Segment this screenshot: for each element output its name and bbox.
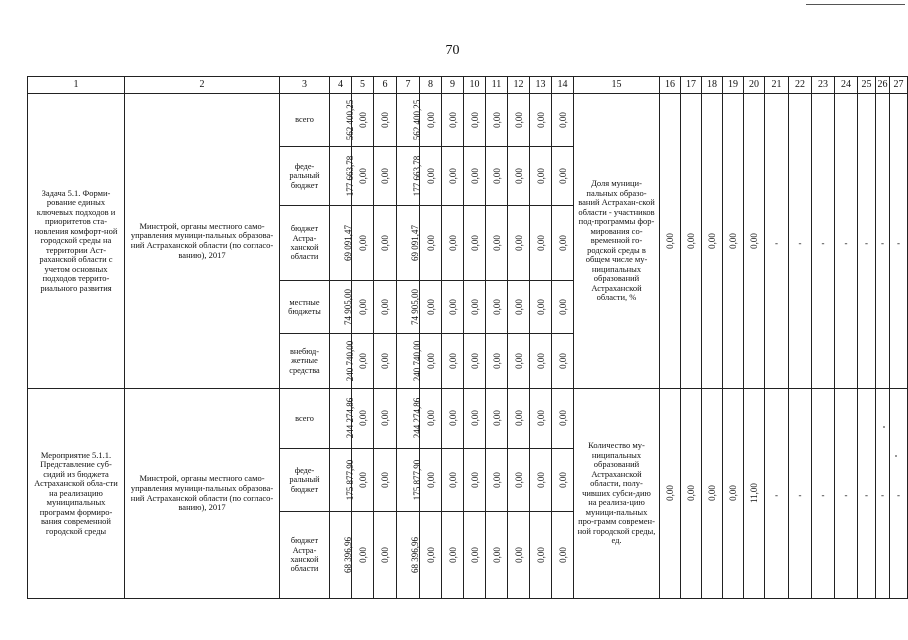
amount-cell [486, 206, 508, 281]
column-number-cell: 19 [723, 77, 744, 94]
amount-value: 0,00 [557, 352, 568, 369]
amount-cell [530, 94, 552, 147]
target-value-cell [660, 94, 681, 389]
amount-value: 0,00 [379, 546, 390, 563]
amount-cell [508, 449, 530, 512]
amount-value: 0,00 [425, 352, 436, 369]
dash-cell [858, 94, 876, 389]
amount-value: 240 740,00 [412, 340, 423, 382]
funding-source-cell: всего [280, 94, 330, 147]
dash-mark: - [897, 490, 900, 501]
amount-cell [442, 449, 464, 512]
column-number-cell: 24 [835, 77, 858, 94]
amount-cell [397, 281, 420, 334]
amount-value: 0,00 [535, 167, 546, 184]
amount-value: 0,00 [357, 471, 368, 488]
scan-speck [883, 426, 885, 428]
amount-value: 0,00 [357, 167, 368, 184]
amount-cell [330, 389, 356, 449]
dash-cell [858, 389, 876, 599]
amount-value: 0,00 [357, 546, 368, 563]
amount-cell [352, 512, 374, 599]
column-number-cell: 2 [125, 77, 280, 94]
amount-cell [552, 334, 574, 389]
amount-value: 0,00 [447, 234, 458, 251]
target-value-cell [723, 389, 744, 599]
amount-cell [486, 389, 508, 449]
amount-value: 0,00 [357, 352, 368, 369]
amount-value: 0,00 [425, 234, 436, 251]
column-number-cell: 11 [486, 77, 508, 94]
amount-value: 0,00 [535, 298, 546, 315]
amount-cell [374, 147, 397, 206]
dash-cell [789, 94, 812, 389]
amount-cell [486, 281, 508, 334]
amount-cell [464, 147, 486, 206]
amount-value: 0,00 [379, 298, 390, 315]
amount-cell [442, 512, 464, 599]
funding-source-cell: бюджет Астра-ханской области [280, 512, 330, 599]
amount-cell [530, 281, 552, 334]
amount-value: 0,00 [513, 410, 524, 427]
column-number-cell: 27 [890, 77, 908, 94]
amount-value: 0,00 [491, 471, 502, 488]
dash-mark: - [775, 490, 778, 501]
table-body [28, 77, 908, 599]
amount-value: 0,00 [469, 546, 480, 563]
amount-cell [330, 206, 352, 281]
amount-cell [397, 449, 423, 512]
amount-value: 0,00 [513, 471, 524, 488]
amount-value: 0,00 [513, 111, 524, 128]
amount-value: 0,00 [379, 167, 390, 184]
amount-cell [530, 449, 552, 512]
amount-value: 74 905,00 [409, 288, 420, 325]
amount-cell [508, 389, 530, 449]
amount-value: 0,00 [535, 546, 546, 563]
target-value: 0,00 [664, 485, 675, 502]
amount-value: 0,00 [425, 111, 436, 128]
amount-cell [530, 512, 552, 599]
amount-cell [552, 512, 574, 599]
amount-cell [374, 449, 397, 512]
amount-cell [530, 206, 552, 281]
column-number-cell: 6 [374, 77, 397, 94]
amount-cell [442, 334, 464, 389]
column-number-cell: 15 [574, 77, 660, 94]
amount-cell [508, 334, 530, 389]
target-value: 11,00 [748, 483, 759, 504]
amount-value: 244 274,86 [412, 398, 423, 439]
indicator-cell: Количество му-ниципальных образований Астраханской области, полу-чивших субси-дию на реализа-цию муници-пальных про-грамм современ-ной городской среды, ед. [574, 389, 660, 599]
amount-cell [397, 334, 423, 389]
amount-value: 175 877,90 [412, 459, 423, 501]
dash-mark: - [821, 490, 825, 501]
amount-cell [420, 206, 442, 281]
amount-value: 0,00 [557, 471, 568, 488]
amount-cell [420, 94, 442, 147]
amount-cell [330, 147, 356, 206]
amount-cell [330, 281, 352, 334]
amount-value: 0,00 [379, 352, 390, 369]
funding-source-cell: бюджет Астра-ханской области [280, 206, 330, 281]
amount-value: 0,00 [447, 471, 458, 488]
column-number-cell: 22 [789, 77, 812, 94]
amount-cell [552, 389, 574, 449]
target-value-cell [681, 389, 702, 599]
amount-cell [397, 147, 423, 206]
dash-cell [876, 389, 890, 599]
funding-source-cell: внебюд-жетные средства [280, 334, 330, 389]
amount-cell [330, 94, 356, 147]
dash-mark: - [844, 490, 848, 501]
amount-cell [442, 94, 464, 147]
column-number-cell: 13 [530, 77, 552, 94]
dash-cell [835, 94, 858, 389]
amount-value: 0,00 [513, 546, 524, 563]
amount-cell [374, 512, 397, 599]
amount-value: 0,00 [491, 234, 502, 251]
amount-cell [530, 334, 552, 389]
column-number-cell: 8 [420, 77, 442, 94]
budget-table [27, 76, 908, 599]
column-number-cell: 14 [552, 77, 574, 94]
amount-value: 0,00 [425, 471, 436, 488]
amount-value: 0,00 [557, 111, 568, 128]
executor-cell: Минстрой, органы местного само-управления муници-пальных образова-ний Астраханской области (по согласо-ванию), 2017 [125, 389, 280, 599]
amount-value: 0,00 [513, 167, 524, 184]
amount-cell [420, 281, 442, 334]
amount-value: 0,00 [469, 111, 480, 128]
amount-value: 0,00 [535, 352, 546, 369]
amount-cell [420, 389, 442, 449]
column-number-cell: 10 [464, 77, 486, 94]
amount-cell [552, 94, 574, 147]
amount-cell [552, 206, 574, 281]
amount-value: 0,00 [513, 234, 524, 251]
column-number-row [28, 77, 908, 94]
target-value-cell [723, 94, 744, 389]
amount-value: 0,00 [491, 352, 502, 369]
amount-cell [508, 281, 530, 334]
amount-value: 0,00 [379, 471, 390, 488]
funding-source-cell: местные бюджеты [280, 281, 330, 334]
amount-value: 0,00 [447, 352, 458, 369]
target-value-cell [744, 389, 765, 599]
amount-cell [374, 94, 397, 147]
amount-cell [420, 334, 442, 389]
task-cell: Мероприятие 5.1.1. Представление суб-сидий из бюджета Астраханской обла-сти на реализацию муниципальных программ формиро-вания современной городской среды [28, 389, 125, 599]
dash-mark: - [821, 237, 825, 248]
dash-mark: - [798, 490, 802, 501]
amount-value: 0,00 [491, 298, 502, 315]
column-number-cell: 16 [660, 77, 681, 94]
dash-mark: - [881, 490, 884, 501]
amount-cell [374, 281, 397, 334]
target-value: 0,00 [727, 232, 738, 249]
table-row [28, 389, 908, 449]
amount-cell [464, 389, 486, 449]
amount-cell [352, 206, 374, 281]
amount-cell [486, 94, 508, 147]
amount-value: 0,00 [425, 546, 436, 563]
target-value: 0,00 [664, 232, 675, 249]
amount-cell [330, 512, 352, 599]
target-value: 0,00 [727, 485, 738, 502]
amount-value: 0,00 [557, 234, 568, 251]
column-number-cell: 20 [744, 77, 765, 94]
funding-source-cell: всего [280, 389, 330, 449]
amount-cell [397, 94, 423, 147]
dash-mark: - [775, 237, 778, 248]
amount-value: 0,00 [357, 298, 368, 315]
amount-value: 0,00 [513, 298, 524, 315]
amount-cell [374, 389, 397, 449]
amount-value: 0,00 [447, 410, 458, 427]
amount-value: 0,00 [535, 111, 546, 128]
target-value-cell [744, 94, 765, 389]
dash-cell [890, 94, 908, 389]
amount-cell [464, 94, 486, 147]
column-number-cell: 12 [508, 77, 530, 94]
amount-value: 0,00 [491, 546, 502, 563]
dash-cell [835, 389, 858, 599]
amount-cell [374, 334, 397, 389]
amount-value: 0,00 [491, 111, 502, 128]
dash-mark: - [897, 237, 900, 248]
amount-value: 0,00 [447, 111, 458, 128]
scan-speck [895, 455, 897, 457]
amount-cell [508, 94, 530, 147]
dash-mark: - [881, 237, 884, 248]
amount-cell [442, 147, 464, 206]
amount-cell [552, 281, 574, 334]
amount-cell [486, 334, 508, 389]
amount-value: 0,00 [557, 546, 568, 563]
column-number-cell: 25 [858, 77, 876, 94]
amount-value: 244 274,86 [345, 398, 356, 439]
amount-value: 0,00 [357, 111, 368, 128]
dash-cell [812, 389, 835, 599]
amount-value: 0,00 [557, 298, 568, 315]
amount-value: 0,00 [357, 234, 368, 251]
amount-cell [486, 512, 508, 599]
executor-cell: Минстрой, органы местного само-управления муници-пальных образова-ний Астраханской области (по согласо-ванию), 2017 [125, 94, 280, 389]
amount-cell [530, 147, 552, 206]
amount-cell [374, 206, 397, 281]
amount-value: 0,00 [491, 167, 502, 184]
amount-value: 0,00 [469, 352, 480, 369]
column-number-cell: 7 [397, 77, 420, 94]
amount-cell [552, 147, 574, 206]
amount-value: 0,00 [557, 410, 568, 427]
target-value: 0,00 [685, 232, 696, 249]
amount-value: 69 091,47 [342, 224, 353, 261]
amount-value: 0,00 [357, 410, 368, 427]
amount-value: 0,00 [447, 546, 458, 563]
amount-value: 69 091,47 [409, 224, 420, 261]
dash-mark: - [865, 237, 868, 248]
column-number-cell: 4 [330, 77, 352, 94]
amount-value: 0,00 [425, 167, 436, 184]
dash-cell [789, 389, 812, 599]
amount-cell [464, 334, 486, 389]
indicator-cell: Доля муници-пальных образо-ваний Астрахан-ской области - участников под-программы фор-мирования со-временной го-родской среды в общем числе му-ниципальных образований Астраханской области, % [574, 94, 660, 389]
amount-cell [552, 449, 574, 512]
amount-value: 0,00 [491, 410, 502, 427]
amount-value: 0,00 [469, 298, 480, 315]
target-value-cell [702, 94, 723, 389]
amount-cell [442, 389, 464, 449]
amount-value: 68 396,96 [342, 536, 353, 573]
dash-mark: - [844, 237, 848, 248]
amount-value: 0,00 [535, 410, 546, 427]
amount-cell [464, 512, 486, 599]
table-row [28, 94, 908, 147]
dash-mark: - [798, 237, 802, 248]
amount-cell [442, 281, 464, 334]
amount-value: 0,00 [513, 352, 524, 369]
target-value-cell [702, 389, 723, 599]
amount-value: 177 663,78 [345, 155, 356, 197]
dash-cell [812, 94, 835, 389]
funding-source-cell: феде-ральный бюджет [280, 147, 330, 206]
amount-cell [352, 281, 374, 334]
dash-cell [765, 389, 789, 599]
amount-cell [464, 281, 486, 334]
amount-cell [330, 449, 356, 512]
amount-cell [464, 449, 486, 512]
dash-cell [765, 94, 789, 389]
amount-value: 562 400,25 [345, 99, 356, 141]
amount-cell [530, 389, 552, 449]
amount-value: 240 740,00 [345, 340, 356, 382]
amount-value: 0,00 [557, 167, 568, 184]
amount-value: 0,00 [469, 167, 480, 184]
amount-cell [508, 512, 530, 599]
top-rule [806, 4, 905, 5]
column-number-cell: 9 [442, 77, 464, 94]
amount-value: 0,00 [469, 471, 480, 488]
amount-value: 0,00 [425, 410, 436, 427]
target-value: 0,00 [748, 232, 759, 249]
column-number-cell: 23 [812, 77, 835, 94]
target-value: 0,00 [706, 232, 717, 249]
funding-source-cell: феде-ральный бюджет [280, 449, 330, 512]
dash-cell [876, 94, 890, 389]
amount-value: 74 905,00 [342, 288, 353, 325]
amount-cell [420, 449, 442, 512]
amount-value: 562 400,25 [412, 99, 423, 141]
amount-cell [420, 512, 442, 599]
amount-cell [397, 512, 420, 599]
task-cell: Задача 5.1. Форми-рование единых ключевых подходов и приоритетов ста-новления комфорт-ной городской среды на территории Аст-раханской области с учетом основных подходов террито-риального развития [28, 94, 125, 389]
page-number: 70 [445, 43, 460, 58]
amount-cell [508, 206, 530, 281]
amount-value: 0,00 [469, 234, 480, 251]
amount-value: 68 396,96 [409, 536, 420, 573]
amount-value: 0,00 [379, 111, 390, 128]
amount-cell [442, 206, 464, 281]
amount-value: 0,00 [469, 410, 480, 427]
amount-value: 0,00 [535, 234, 546, 251]
column-number-cell: 26 [876, 77, 890, 94]
target-value: 0,00 [706, 485, 717, 502]
amount-value: 0,00 [535, 471, 546, 488]
column-number-cell: 18 [702, 77, 723, 94]
column-number-cell: 3 [280, 77, 330, 94]
target-value: 0,00 [685, 485, 696, 502]
amount-cell [397, 206, 420, 281]
dash-mark: - [865, 490, 868, 501]
amount-cell [464, 206, 486, 281]
amount-value: 0,00 [379, 234, 390, 251]
amount-cell [397, 389, 423, 449]
amount-cell [330, 334, 356, 389]
amount-value: 0,00 [425, 298, 436, 315]
column-number-cell: 1 [28, 77, 125, 94]
amount-value: 0,00 [379, 410, 390, 427]
column-number-cell: 5 [352, 77, 374, 94]
column-number-cell: 21 [765, 77, 789, 94]
amount-value: 177 663,78 [412, 155, 423, 197]
target-value-cell [681, 94, 702, 389]
dash-cell [890, 389, 908, 599]
amount-value: 0,00 [447, 298, 458, 315]
amount-cell [508, 147, 530, 206]
column-number-cell: 17 [681, 77, 702, 94]
amount-cell [486, 147, 508, 206]
amount-cell [486, 449, 508, 512]
target-value-cell [660, 389, 681, 599]
amount-cell [420, 147, 442, 206]
amount-value: 0,00 [447, 167, 458, 184]
amount-value: 175 877,90 [345, 459, 356, 501]
